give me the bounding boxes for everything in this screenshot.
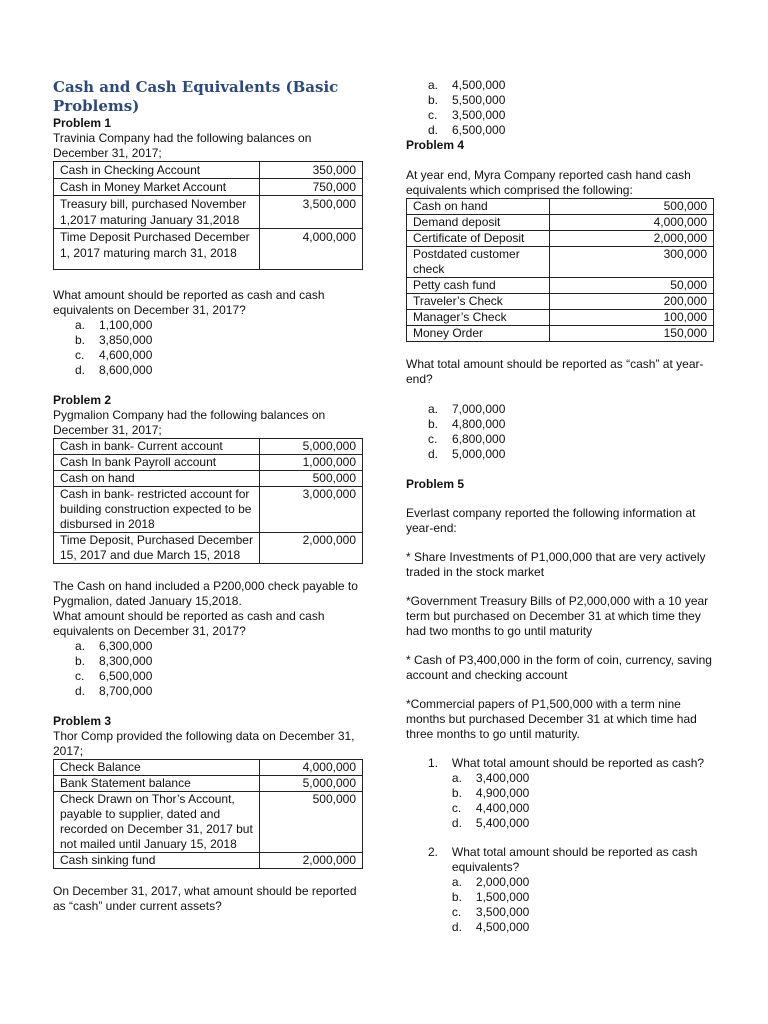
row-label: Manager’s Check xyxy=(407,310,550,326)
right-column xyxy=(406,78,716,935)
row-label: Time Deposit, Purchased December 15, 2017 and due March 15, 2018 xyxy=(54,533,260,564)
table-row xyxy=(407,215,714,231)
problem-5-intro: Everlast company reported the following information at year-end: xyxy=(406,506,696,535)
table-row xyxy=(54,533,363,564)
problem-3-table xyxy=(53,759,363,869)
table-row xyxy=(54,179,363,196)
choice-item: c. 6,500,000 xyxy=(75,669,153,683)
choice-item: d. 8,600,000 xyxy=(75,363,153,377)
row-label: Cash on hand xyxy=(54,471,260,487)
row-amount: 50,000 xyxy=(549,278,713,294)
row-amount: 4,000,000 xyxy=(549,215,713,231)
row-amount: 3,000,000 xyxy=(260,487,363,533)
problem-2-table xyxy=(53,438,363,564)
problem-4-heading: Problem 4 xyxy=(406,138,465,152)
question-text: What total amount should be reported as cash equivalents? xyxy=(451,845,698,874)
table-row xyxy=(54,439,363,455)
choice-item: a. 7,000,000 xyxy=(428,402,506,416)
question-1-choices xyxy=(452,771,716,831)
choice-item: a. 3,400,000 xyxy=(451,771,530,785)
problem-2-choices xyxy=(75,639,365,699)
choice-item: b. 1,500,000 xyxy=(451,890,530,904)
choice-item: a. 1,100,000 xyxy=(75,318,153,332)
problem-1-table xyxy=(53,161,363,270)
choice-item: a. 4,500,000 xyxy=(428,78,506,92)
choice-item: b. 3,850,000 xyxy=(75,333,153,347)
problem-5-heading: Problem 5 xyxy=(406,477,465,491)
row-label: Certificate of Deposit xyxy=(407,231,550,247)
problem-2-question: What amount should be reported as cash and cash equivalents on December 31, 2017? xyxy=(53,609,325,638)
choice-item: d. 8,700,000 xyxy=(75,684,153,698)
choice-item: d. 4,500,000 xyxy=(451,920,530,934)
table-row xyxy=(407,310,714,326)
row-amount: 500,000 xyxy=(549,199,713,215)
row-amount: 2,000,000 xyxy=(260,533,363,564)
row-amount: 300,000 xyxy=(549,247,713,278)
row-label: Bank Statement balance xyxy=(54,776,260,792)
table-row xyxy=(54,162,363,179)
row-label: Traveler’s Check xyxy=(407,294,550,310)
problem-4-table xyxy=(406,198,714,342)
row-label: Cash in Money Market Account xyxy=(54,179,260,196)
question-2-choices xyxy=(452,875,716,935)
table-row xyxy=(407,231,714,247)
choice-item: d. 6,500,000 xyxy=(428,123,506,137)
problem-3-question: On December 31, 2017, what amount should be reported as “cash” under current assets? xyxy=(53,884,357,913)
choice-item: b. 4,800,000 xyxy=(428,417,506,431)
row-label: Cash on hand xyxy=(407,199,550,215)
problem-5-question-2: 2. What total amount should be reported as cash equivalents? a. 2,000,000 b. 1,500,000 c. 3,500,000 d. 4,500,000 xyxy=(428,845,716,935)
table-row xyxy=(54,471,363,487)
problem-2-heading: Problem 2 xyxy=(53,393,112,407)
row-label: Check Drawn on Thor’s Account, payable to supplier, dated and recorded on December 31, 2017 but not mailed until January 15, 2018 xyxy=(54,792,260,853)
row-amount: 200,000 xyxy=(549,294,713,310)
row-label: Cash sinking fund xyxy=(54,853,260,869)
table-row xyxy=(54,853,363,869)
problem-1-heading: Problem 1 xyxy=(53,116,112,130)
row-amount: 2,000,000 xyxy=(260,853,363,869)
row-amount: 3,500,000 xyxy=(260,196,363,229)
table-row xyxy=(407,199,714,215)
row-amount: 150,000 xyxy=(549,326,713,342)
page-title: Cash and Cash Equivalents (Basic Problems) xyxy=(53,78,339,115)
table-row xyxy=(54,760,363,776)
row-amount: 350,000 xyxy=(260,162,363,179)
row-amount: 2,000,000 xyxy=(549,231,713,247)
problem-4-choices xyxy=(428,402,716,462)
choice-item: c. 4,400,000 xyxy=(451,801,530,815)
row-amount: 4,000,000 xyxy=(260,229,363,270)
problem-5-item: * Cash of P3,400,000 in the form of coin, currency, saving account and checking account xyxy=(406,653,712,682)
choice-item: b. 8,300,000 xyxy=(75,654,153,668)
problem-3-choices xyxy=(428,78,716,138)
problem-5-question-1: 1. What total amount should be reported as cash? a. 3,400,000 b. 4,900,000 c. 4,400,000 d. 5,400,000 xyxy=(428,756,716,831)
row-amount: 750,000 xyxy=(260,179,363,196)
table-row xyxy=(54,455,363,471)
row-label: Postdated customer check xyxy=(407,247,550,278)
row-label: Cash In bank Payroll account xyxy=(54,455,260,471)
row-amount: 100,000 xyxy=(549,310,713,326)
problem-5-item: *Government Treasury Bills of P2,000,000 with a 10 year term but purchased on December 31 at which time they had two months to go until maturity xyxy=(406,594,709,638)
problem-5-item: *Commercial papers of P1,500,000 with a term nine months but purchased December 31 at which time had three months to go until maturity. xyxy=(406,697,697,741)
problem-4-question: What total amount should be reported as “cash” at year- end? xyxy=(406,357,704,386)
table-row xyxy=(54,487,363,533)
problem-3-heading: Problem 3 xyxy=(53,714,112,728)
problem-4-intro: At year end, Myra Company reported cash hand cash equivalents which comprised the following: xyxy=(406,168,691,197)
problem-5-item: * Share Investments of P1,000,000 that are very actively traded in the stock market xyxy=(406,550,706,579)
row-label: Cash in bank- restricted account for building construction expected to be disbursed in 2018 xyxy=(54,487,260,533)
problem-2-note: The Cash on hand included a P200,000 check payable to Pygmalion, dated January 15,2018. xyxy=(53,579,358,608)
table-row xyxy=(54,196,363,229)
row-amount: 5,000,000 xyxy=(260,439,363,455)
choice-item: b. 4,900,000 xyxy=(451,786,530,800)
row-amount: 1,000,000 xyxy=(260,455,363,471)
problem-3-intro: Thor Comp provided the following data on December 31, 2017; xyxy=(53,729,355,758)
choice-item: a. 6,300,000 xyxy=(75,639,153,653)
question-text: What total amount should be reported as cash? xyxy=(451,756,705,770)
left-column xyxy=(53,78,365,914)
row-label: Treasury bill, purchased November 1,2017 maturing January 31,2018 xyxy=(54,196,260,229)
row-label: Check Balance xyxy=(54,760,260,776)
row-label: Money Order xyxy=(407,326,550,342)
row-amount: 4,000,000 xyxy=(260,760,363,776)
problem-1-intro: Travinia Company had the following balances on December 31, 2017; xyxy=(53,131,312,160)
table-row xyxy=(54,792,363,853)
choice-item: d. 5,400,000 xyxy=(451,816,530,830)
choice-item: c. 4,600,000 xyxy=(75,348,153,362)
row-label: Cash in Checking Account xyxy=(54,162,260,179)
table-row xyxy=(54,229,363,270)
row-label: Demand deposit xyxy=(407,215,550,231)
choice-item: d. 5,000,000 xyxy=(428,447,506,461)
table-row xyxy=(407,326,714,342)
row-amount: 500,000 xyxy=(260,471,363,487)
problem-1-question: What amount should be reported as cash and cash equivalents on December 31, 2017? xyxy=(53,288,325,317)
row-label: Petty cash fund xyxy=(407,278,550,294)
table-row xyxy=(407,294,714,310)
problem-1-choices xyxy=(75,318,365,378)
row-label: Time Deposit Purchased December 1, 2017 maturing march 31, 2018 xyxy=(54,229,260,270)
choice-item: a. 2,000,000 xyxy=(451,875,530,889)
table-row xyxy=(407,247,714,278)
choice-item: c. 3,500,000 xyxy=(428,108,506,122)
problem-2-intro: Pygmalion Company had the following balances on December 31, 2017; xyxy=(53,408,326,437)
row-amount: 5,000,000 xyxy=(260,776,363,792)
choice-item: b. 5,500,000 xyxy=(428,93,506,107)
row-label: Cash in bank- Current account xyxy=(54,439,260,455)
choice-item: c. 6,800,000 xyxy=(428,432,506,446)
table-row xyxy=(407,278,714,294)
choice-item: c. 3,500,000 xyxy=(451,905,530,919)
table-row xyxy=(54,776,363,792)
row-amount: 500,000 xyxy=(260,792,363,853)
